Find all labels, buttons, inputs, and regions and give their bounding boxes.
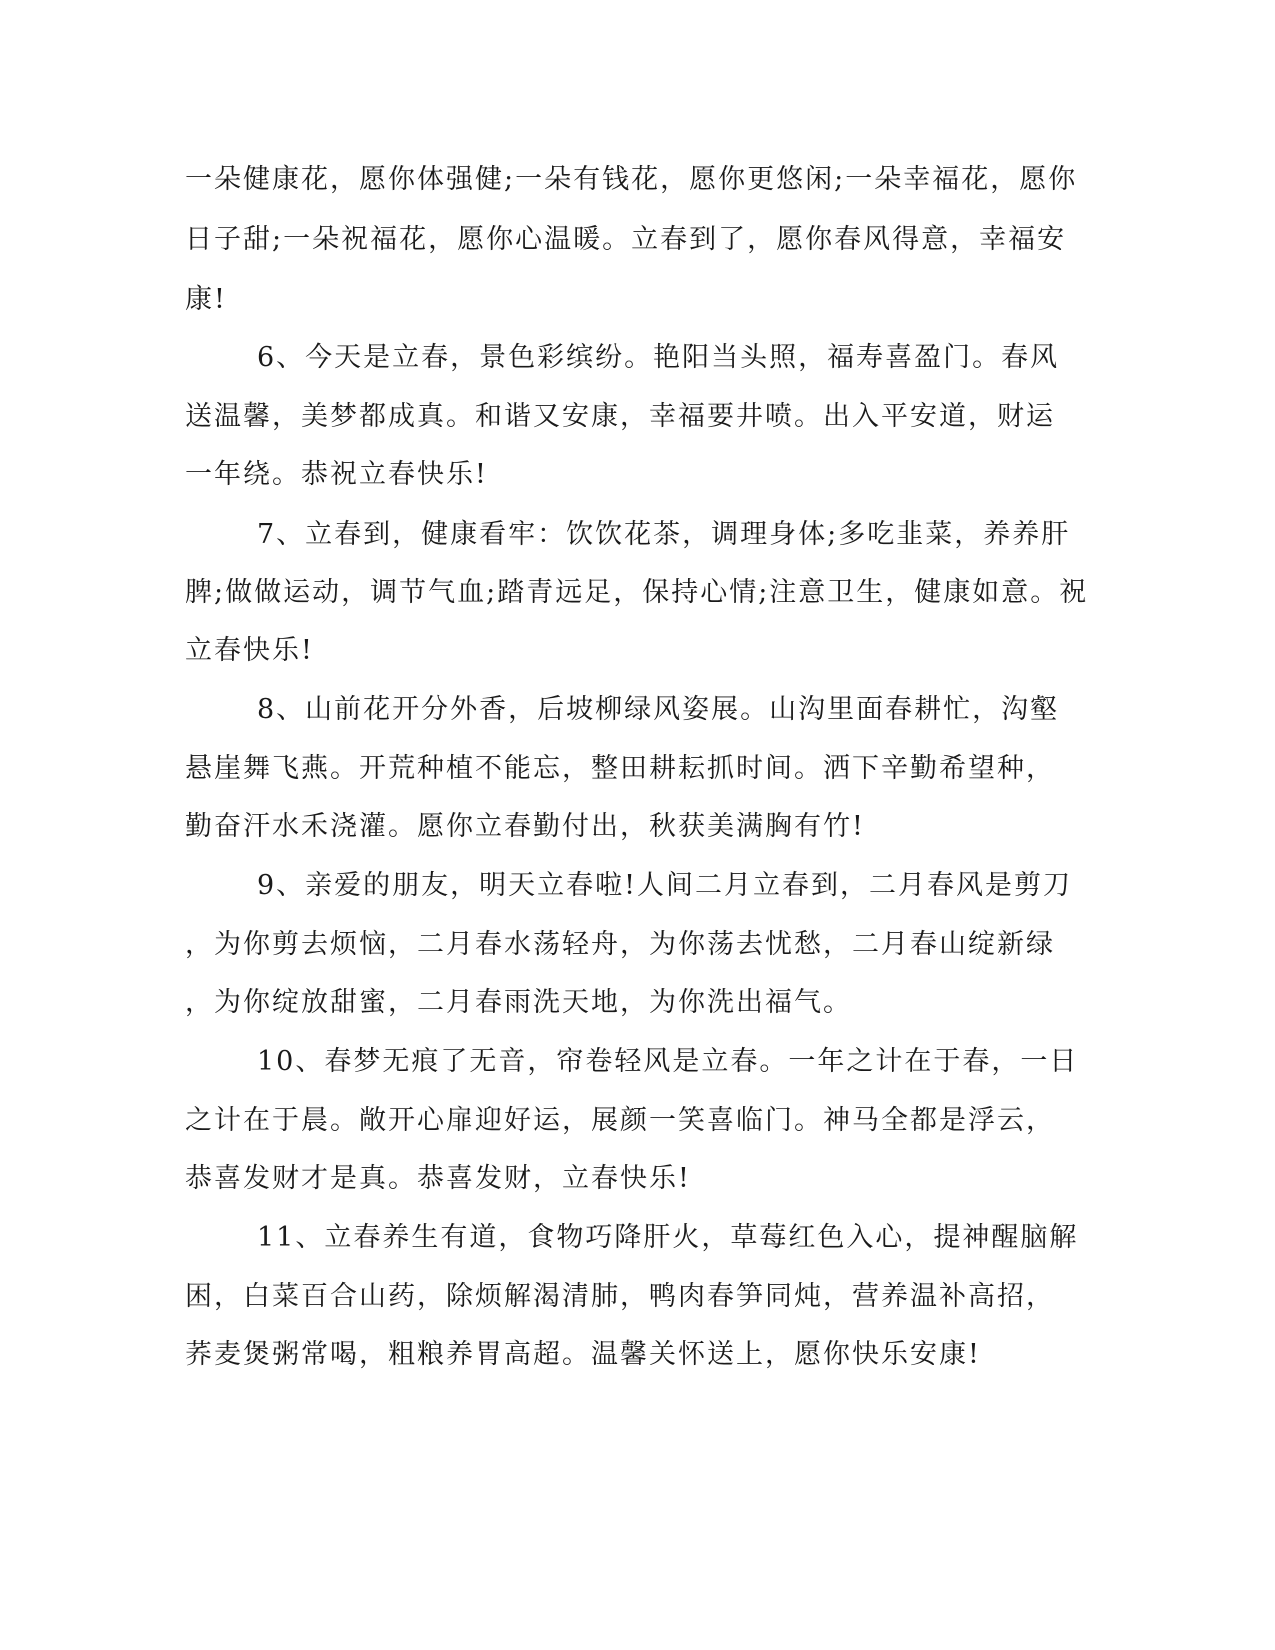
text-line: 之计在于晨。敞开心扉迎好运，展颜一笑喜临门。神马全都是浮云， [185, 1105, 1055, 1136]
text-line: 一年绕。恭祝立春快乐! [185, 459, 488, 490]
text-line: 送温馨，美梦都成真。和谐又安康，幸福要井喷。出入平安道，财运 [185, 401, 1055, 432]
paragraph-8-start: 8、山前花开分外香，后坡柳绿风姿展。山沟里面春耕忙，沟壑 [257, 694, 1060, 725]
text-line: 悬崖舞飞燕。开荒种植不能忘，整田耕耘抓时间。洒下辛勤希望种， [185, 753, 1055, 784]
text-line: 一朵健康花，愿你体强健;一朵有钱花，愿你更悠闲;一朵幸福花，愿你 [185, 164, 1078, 195]
text-line: 脾;做做运动，调节气血;踏青远足，保持心情;注意卫生，健康如意。祝 [185, 577, 1089, 608]
paragraph-7-start: 7、立春到，健康看牢：饮饮花茶，调理身体;多吃韭菜，养养肝 [257, 519, 1071, 550]
paragraph-9-start: 9、亲爱的朋友，明天立春啦!人间二月立春到，二月春风是剪刀 [257, 870, 1073, 901]
paragraph-10-start: 10、春梦无痕了无音，帘卷轻风是立春。一年之计在于春，一日 [257, 1046, 1079, 1077]
text-line: ，为你绽放甜蜜，二月春雨洗天地，为你洗出福气。 [185, 987, 852, 1018]
paragraph-11-start: 11、立春养生有道，食物巧降肝火，草莓红色入心，提神醒脑解 [257, 1222, 1079, 1253]
text-line: 立春快乐! [185, 635, 314, 666]
text-line: 康! [185, 284, 227, 315]
paragraph-6-start: 6、今天是立春，景色彩缤纷。艳阳当头照，福寿喜盈门。春风 [257, 342, 1060, 373]
text-line: 日子甜;一朵祝福花，愿你心温暖。立春到了，愿你春风得意，幸福安 [185, 224, 1067, 255]
text-line: 勤奋汗水禾浇灌。愿你立春勤付出，秋获美满胸有竹! [185, 811, 865, 842]
text-line: 荞麦煲粥常喝，粗粮养胃高超。温馨关怀送上，愿你快乐安康! [185, 1339, 981, 1370]
text-line: 恭喜发财才是真。恭喜发财，立春快乐! [185, 1163, 691, 1194]
text-line: 困，白菜百合山药，除烦解渴清肺，鸭肉春笋同炖，营养温补高招， [185, 1281, 1055, 1312]
text-line: ，为你剪去烦恼，二月春水荡轻舟，为你荡去忧愁，二月春山绽新绿 [185, 929, 1055, 960]
